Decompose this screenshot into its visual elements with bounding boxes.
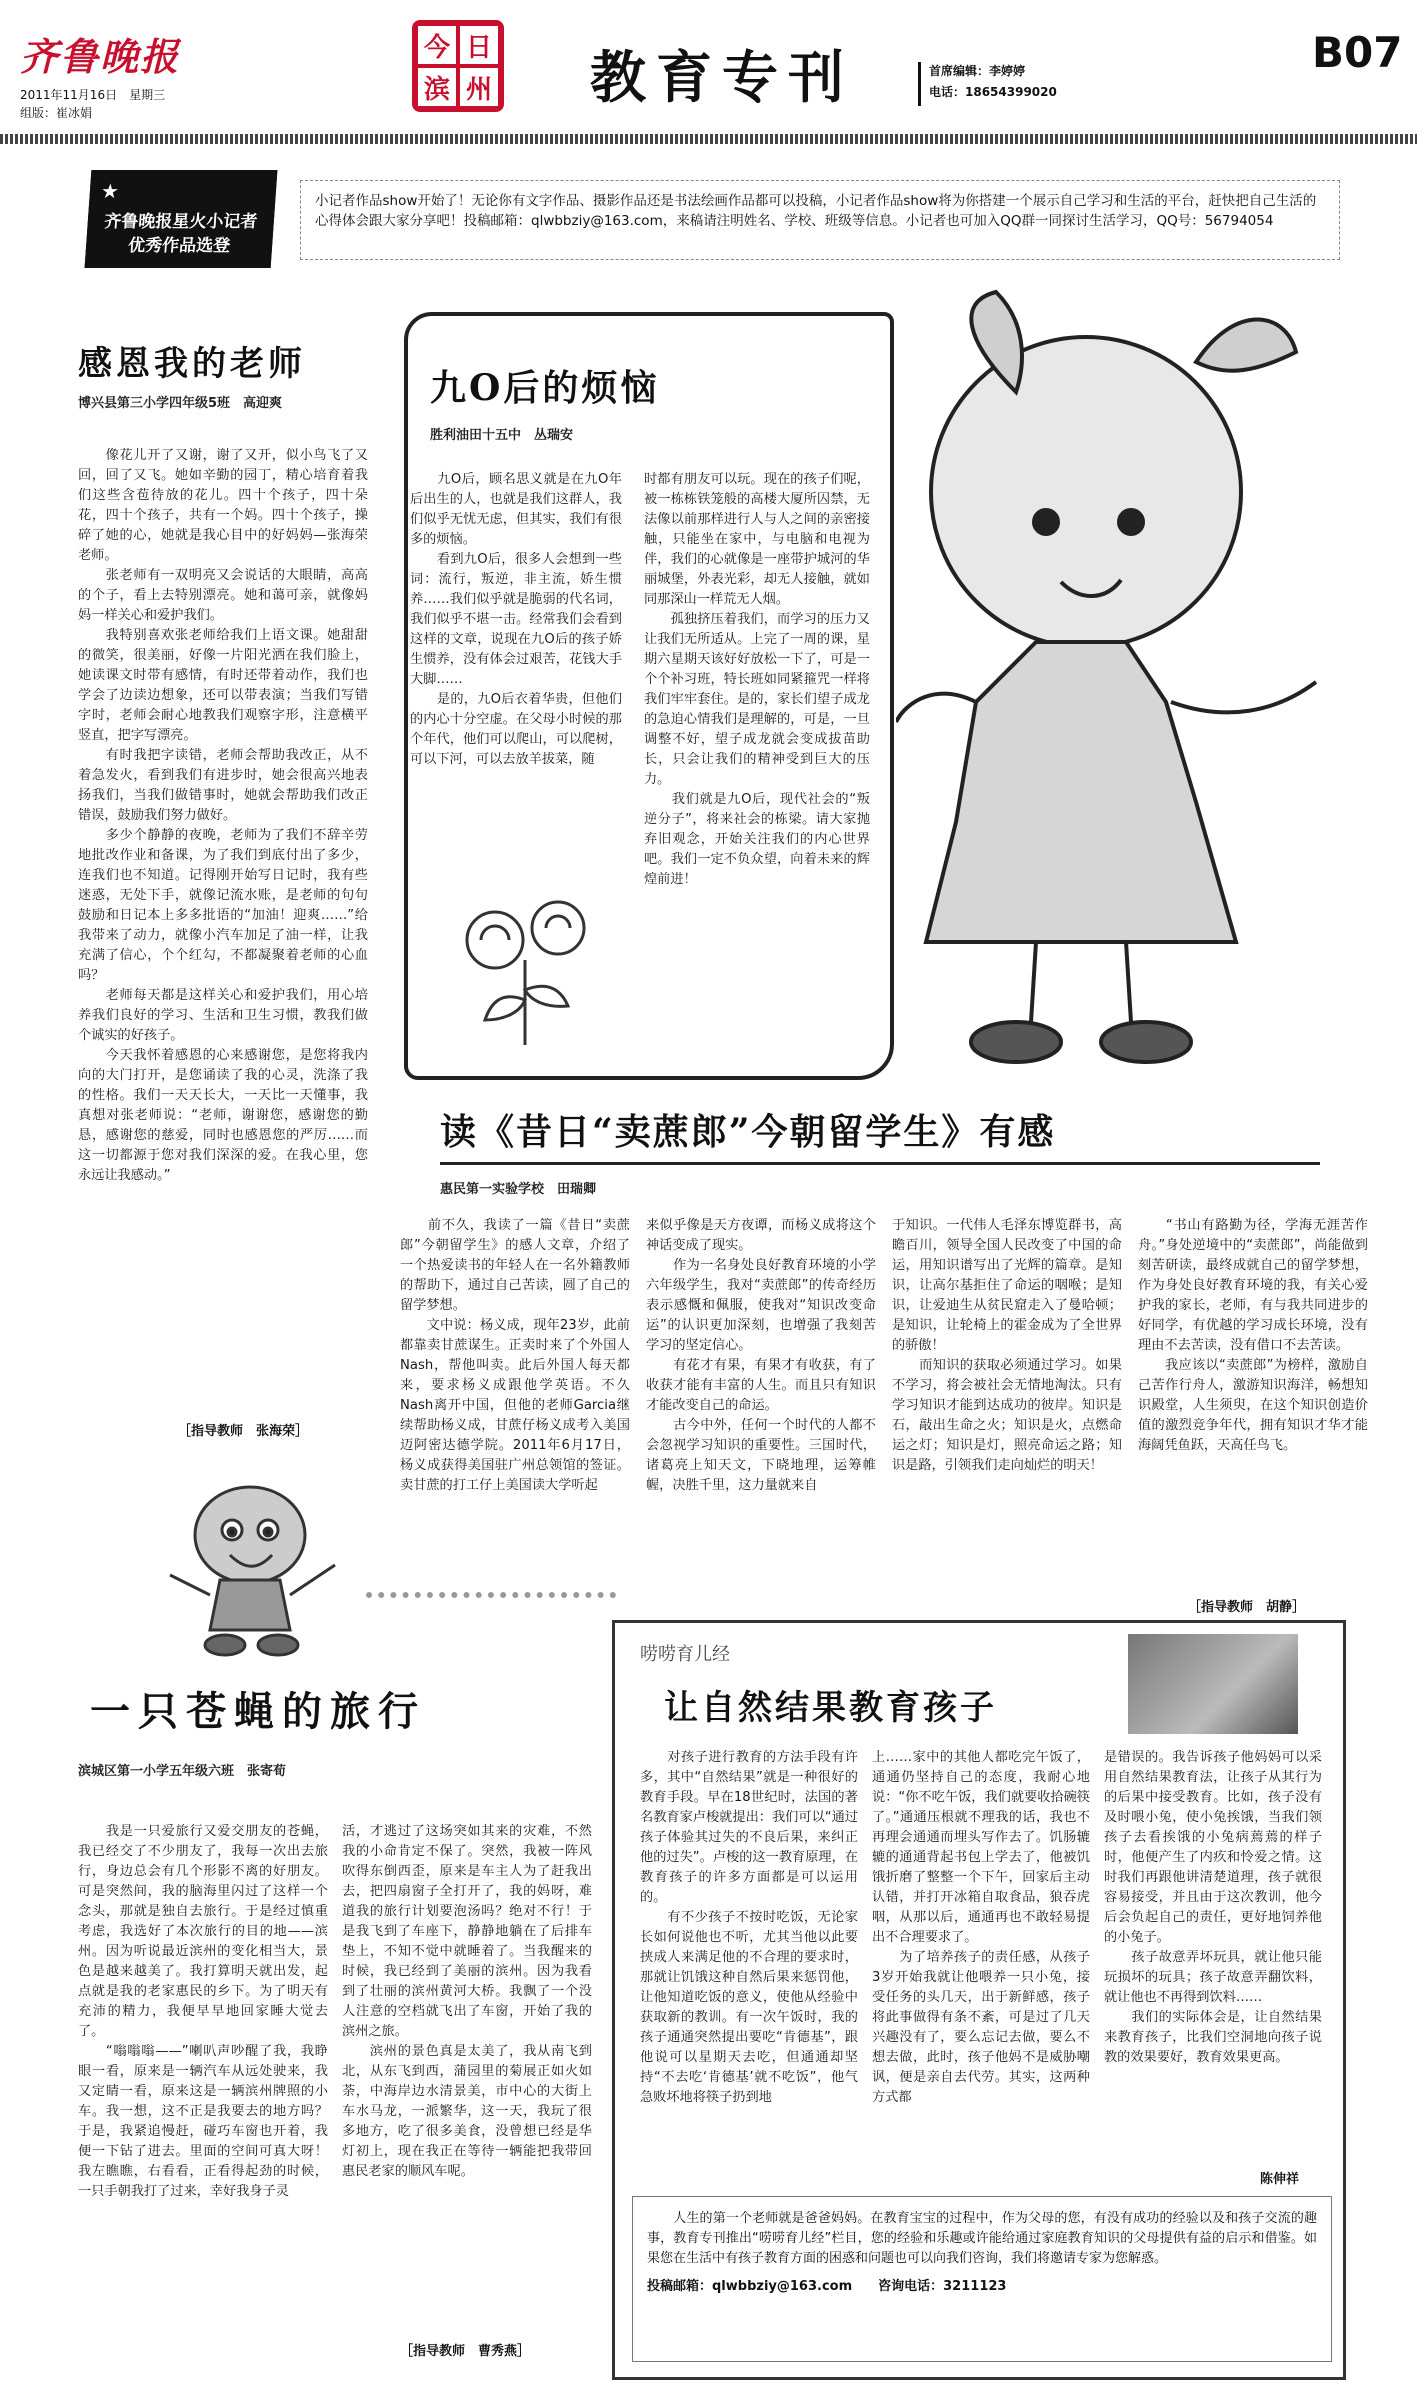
banner-line2: 优秀作品选登 xyxy=(127,236,231,256)
article2-byline: 胜利油田十五中 丛瑞安 xyxy=(430,428,574,443)
kid-illustration xyxy=(150,1465,350,1665)
article3-byline: 惠民第一实验学校 田瑞卿 xyxy=(440,1182,597,1197)
flower-doodle xyxy=(440,880,610,1050)
article4-title: 一只苍蝇的旅行 xyxy=(90,1688,426,1735)
article5-col2: 上……家中的其他人都吃完午饭了，通通仍坚持自己的态度，我耐心地说：“你不吃午饭，我们就要收拾碗筷了。”通通压根就不理我的话，我也不再理会通通而埋头写作去了。饥肠辘辘的通通背起书包上学去了，他被饥饿折磨了整整一个下午，回家后主动认错，并打开冰箱自取食品，狼吞虎咽，从那以后，通通再也不敢轻易提出不合理要求了。 为了培养孩子的责任感，从孩子3岁开始我就让他喂养一只小兔，接受任务的头几天，出于新鲜感，孩子将此事做得有条不紊，可是过了几天兴趣没有了，要么忘记去做，要么不想去做，此时，孩子他妈不是威胁嘲讽，便是亲自去代劳。其实，这两种方式都 xyxy=(872,1750,1090,2105)
article5-photo xyxy=(1128,1634,1298,1734)
article5-tag xyxy=(640,1640,730,1666)
seal-char: 州 xyxy=(458,66,500,108)
banner-badge xyxy=(85,170,278,268)
banner-notice-text: 小记者作品show开始了！无论你有文字作品、摄影作品还是书法绘画作品都可以投稿，小记者作品show将为你搭建一个展示自己学习和生活的平台，赶快把自己生活的心得体会跟大家分享吧！投稿邮箱：qlwbbziy@163.com，来稿请注明姓名、学校、班级等信息。小记者也可加入QQ群一同探讨生活学习，QQ号：56794054 xyxy=(315,193,1317,229)
article3-col2: 来似乎像是天方夜谭，而杨义成将这个神话变成了现实。 作为一名身处良好教育环境的小学六年级学生，我对“卖蔗郎”的传奇经历表示感慨和佩服，使我对“知识改变命运”的认识更加深刻，也增强了我刻苦学习的坚定信心。 有花才有果，有果才有收获，有了收获才能有丰富的人生。而且只有知识才能改变自己的命运。 古今中外，任何一个时代的人都不会忽视学习知识的重要性。三国时代，诸葛亮上知天文，下晓地理，运筹帷幄，决胜千里，这力量就来自 xyxy=(646,1218,876,1493)
article1-guide: ［指导教师 张海荣］ xyxy=(178,1424,309,1439)
article1-title: 感恩我的老师 xyxy=(78,344,306,384)
article1-body: 像花儿开了又谢，谢了又开，似小鸟飞了又回，回了又飞。她如辛勤的园丁，精心培育着我们这些含苞待放的花儿。四十个孩子，四十朵花，四十个孩子，共有一个妈。四十个孩子，操碎了她的心，她就是我心目中的好妈妈—张海荣老师。 张老师有一双明亮又会说话的大眼睛，高高的个子，看上去特别漂亮。她和蔼可亲，就像妈妈一样关心和爱护我们。 我特别喜欢张老师给我们上语文课。她甜甜的微笑，很美丽，好像一片阳光洒在我们脸上，她读课文时带有感情，有时还带着动作，我们也学会了边读边想象，还可以带表演；当我们写错字时，老师会耐心地教我们观察字形，注意横平竖直，把字写漂亮。 有时我把字读错，老师会帮助我改正，从不着急发火，看到我们有进步时，她会很高兴地表扬我们，当我们做错事时，她就会帮助我们改正错误，鼓励我们努力做好。 多少个静静的夜晚，老师为了我们不辞辛劳地批改作业和备课，为了我们到底付出了多少，连我们也不知道。记得刚开始写日记时，我有些迷惑，无处下手，就像记流水账，是老师的句句鼓励和日记本上多多批语的“加油！迎爽……”给我带来了动力，就像小汽车加足了油一样，让我充满了信心，个个红勾，不都凝聚着老师的心血吗？ 老师每天都是这样关心和爱护我们，用心培养我们良好的学习、生活和卫生习惯，教我们做个诚实的好孩子。 今天我怀着感恩的心来感谢您，是您将我内向的大门打开，是您诵读了我的心灵，洗涤了我的性格。我们一天天长大，一天比一天懂事，我真想对张老师说：“老师，谢谢您，感谢您的勤恳，感谢您的慈爱，同时也感恩您的严厉……而这一切都源于您对我们深深的爱。在我心里，您永远让我感动。” xyxy=(78,448,368,1183)
article5-email: 投稿邮箱：qlwbbziy@163.com 咨询电话：3211123 xyxy=(647,2279,1007,2294)
seal-char: 今 xyxy=(416,24,458,66)
article5-tag-text: 唠唠育儿经 xyxy=(640,1644,730,1665)
article4-byline: 滨城区第一小学五年级六班 张寄荀 xyxy=(78,1764,287,1779)
girl-illustration xyxy=(896,282,1366,1082)
article2-col1: 九O后，顾名思义就是在九O年后出生的人，也就是我们这群人，我们似乎无忧无虑，但其实，我们有很多的烦恼。 看到九O后，很多人会想到一些词：流行，叛逆，非主流，娇生惯养……我们似乎就是脆弱的代名词，我们似乎不堪一击。经常我们会看到这样的文章，说现在九O后的孩子娇生惯养，没有体会过艰苦，花钱大手大脚…… 是的，九O后衣着华贵，但他们的内心十分空虚。在父母小时候的那个年代，他们可以爬山，可以爬树，可以下河，可以去放羊拔菜，随 xyxy=(410,472,622,767)
dotted-divider xyxy=(366,1592,616,1606)
article3-col1: 前不久，我读了一篇《昔日“卖蔗郎”今朝留学生》的感人文章，介绍了一个热爱读书的年轻人在一名外籍教师的帮助下，通过自己苦读，圆了自己的留学梦想。 文中说：杨义成，现年23岁，此前都靠卖甘蔗谋生。正卖时来了个外国人Nash，帮他叫卖。此后外国人每天都来，要求杨义成跟他学英语。不久Nash离开中国，但他的老师Garcia继续帮助杨义成，甘蔗仔杨义成考入美国迈阿密达德学院。2011年6月17日，杨义成获得美国驻广州总领馆的签证。卖甘蔗的打工仔上美国读大学听起 xyxy=(400,1218,630,1493)
article3-title: 读《昔日“卖蔗郎”今朝留学生》有感 xyxy=(440,1111,1056,1153)
article2-title: 九O后的烦恼 xyxy=(430,367,660,409)
article5-title: 让自然结果教育孩子 xyxy=(664,1688,997,1728)
article1-byline: 博兴县第三小学四年级5班 高迎爽 xyxy=(78,396,283,411)
article3-guide: ［指导教师 胡静］ xyxy=(1188,1600,1306,1615)
article5-notice xyxy=(632,2196,1332,2362)
article4-guide: ［指导教师 曹秀燕］ xyxy=(400,2344,531,2359)
editor-box xyxy=(918,62,1119,106)
chief-editor: 首席编辑：李婷婷 xyxy=(929,64,1026,78)
banner-notice xyxy=(300,180,1340,260)
layout-editor: 组版：崔冰娟 xyxy=(20,106,93,120)
city-seal xyxy=(412,20,504,112)
editor-phone: 电话：18654399020 xyxy=(929,85,1057,99)
banner-line1: 齐鲁晚报星火小记者 xyxy=(103,212,258,232)
section-title: 教育专刊 xyxy=(590,45,854,111)
seal-char: 日 xyxy=(458,24,500,66)
issue-date: 2011年11月16日 星期三 xyxy=(20,88,166,102)
article5-author: 陈伸祥 xyxy=(1260,2172,1300,2187)
article3-col4: “书山有路勤为径，学海无涯苦作舟。”身处逆境中的“卖蔗郎”，尚能做到刻苦研读，最终成就自己的留学梦想，作为身处良好教育环境的我，有关心爱护我的家长，老师，有与我共同进步的好同学，有优越的学习成长环境，没有理由不去苦读，没有借口不去苦读。 我应该以“卖蔗郎”为榜样，激励自己苦作行舟人，激游知识海洋，畅想知识殿堂，人生须臾，在这个知识创造价值的激烈竞争年代，拥有知识才华才能海阔凭鱼跃，天高任鸟飞。 xyxy=(1138,1218,1368,1453)
paper-logo: 齐鲁晚报 xyxy=(20,34,181,79)
masthead-rule xyxy=(0,134,1417,144)
article5-col3: 是错误的。我告诉孩子他妈妈可以采用自然结果教育法，让孩子从其行为的后果中接受教育。比如，孩子没有及时喂小兔，使小兔挨饿，当我们领孩子去看挨饿的小兔病蔫蔫的样子时，他便产生了内疚和怜爱之情。这时我们再跟他讲清楚道理，孩子就很容易接受，并且由于这次教训，他今后会负起自己的责任，更好地饲养他的小兔子。 孩子故意弄坏玩具，就让他只能玩损坏的玩具；孩子故意弄翻饮料，就让他也不再得到饮料…… 我们的实际体会是，让自然结果来教育孩子，比我们空洞地向孩子说教的效果要好，教育效果更高。 xyxy=(1104,1750,1322,2065)
star-icon: ★ xyxy=(100,179,120,203)
masthead xyxy=(0,0,1417,120)
page-number: B07 xyxy=(1312,28,1403,77)
seal-char: 滨 xyxy=(416,66,458,108)
article3-col3: 于知识。一代伟人毛泽东博览群书，高瞻百川，领导全国人民改变了中国的命运，用知识谱写出了光辉的篇章。是知识，让高尔基拒住了命运的咽喉；是知识，让爱迪生从贫民窟走入了曼哈顿；是知识，让轮椅上的霍金成为了全世界的骄傲！ 而知识的获取必须通过学习。如果不学习，将会被社会无情地淘汰。只有学习知识才能到达成功的彼岸。知识是石，敲出生命之火；知识是火，点燃命运之灯；知识是灯，照亮命运之路；知识是路，引领我们走向灿烂的明天！ xyxy=(892,1218,1122,1473)
article4-col2: 活，才逃过了这场突如其来的灾难，不然我的小命肯定不保了。突然，我被一阵风吹得东倒西歪，原来是车主人为了赶我出去，把四扇窗子全打开了，我的妈呀，难道我的旅行计划要泡汤吗？绝对不行！于是我飞到了车座下，静静地躺在了后排车垫上，不知不觉中就睡着了。当我醒来的时候，我已经到了美丽的滨州。因为我看到了壮丽的滨州黄河大桥。我飘了一个没人注意的空档就飞出了车窗，开始了我的滨州之旅。 滨州的景色真是太美了，我从南飞到北，从东飞到西，蒲园里的菊展正如火如荼，中海岸边水清景美，市中心的大街上车水马龙，一派繁华，这一天，我玩了很多地方，吃了很多美食，没曾想已经是华灯初上，现在我正在等待一辆能把我带回惠民老家的顺风车呢。 xyxy=(342,1824,592,2179)
article5-notice-text: 人生的第一个老师就是爸爸妈妈。在教育宝宝的过程中，作为父母的您，有没有成功的经验以及和孩子交流的趣事，教育专刊推出“唠唠育儿经”栏目，您的经验和乐趣或许能给通过家庭教育知识的父母提供有益的启示和借鉴。如果您在生活中有孩子教育方面的困惑和问题也可以向我们咨询，我们将邀请专家为您解惑。 xyxy=(647,2211,1317,2266)
article3-rule xyxy=(440,1162,1320,1165)
article2-col2: 时都有朋友可以玩。现在的孩子们呢，被一栋栋铁笼般的高楼大厦所囚禁，无法像以前那样进行人与人之间的亲密接触，只能坐在家中，与电脑和电视为伴，我们的心就像是一座带护城河的华丽城堡，外表光彩，却无人接触，就如同那深山一样荒无人烟。 孤独挤压着我们，而学习的压力又让我们无所适从。上完了一周的课，星期六星期天该好好放松一下了，可是一个个补习班，特长班如同紧箍咒一样将我们牢牢套住。是的，家长们望子成龙的急迫心情我们是理解的，可是，一旦调整不好，望子成龙就会变成拔苗助长，只会让我们的精神受到巨大的压力。 我们就是九O后，现代社会的“叛逆分子”，将来社会的栋梁。请大家抛弃旧观念，开始关注我们的内心世界吧。我们一定不负众望，向着未来的辉煌前进！ xyxy=(644,472,870,887)
article5-col1: 对孩子进行教育的方法手段有许多，其中“自然结果”就是一种很好的教育手段。早在18世纪时，法国的著名教育家卢梭就提出：我们可以“通过孩子体验其过失的不良后果，来纠正他的过失”。卢梭的这一教育原理，在教育孩子的许多方面都是可以运用的。 有不少孩子不按时吃饭，无论家长如何说他也不听，尤其当他以此要挟成人来满足他的不合理的要求时，那就让饥饿这种自然后果来惩罚他，让他知道吃饭的意义，使他从经验中获取新的教训。有一次午饭时，我的孩子通通突然提出要吃“肯德基”，跟他说可以星期天去吃，但通通却坚持“不去吃‘肯德基’就不吃饭”，他气急败坏地将筷子扔到地 xyxy=(640,1750,858,2105)
article4-col1: 我是一只爱旅行又爱交朋友的苍蝇，我已经交了不少朋友了，我每一次出去旅行，身边总会有几个形影不离的好朋友。可是突然间，我的脑海里闪过了这样一个念头，那就是独自去旅行。于是经过慎重考虑，我选好了本次旅行的目的地——滨州。因为听说最近滨州的变化相当大，景色是越来越美了。我打算明天就出发，起点就是我的老家惠民的乡下。为了明天有充沛的精力，我便早早地回家睡大觉去了。 “嗡嗡嗡——”喇叭声吵醒了我，我睁眼一看，原来是一辆汽车从远处驶来，我又定睛一看，原来这是一辆滨州牌照的小车。我一想，这不正是我要去的地方吗？于是，我紧追慢赶，碰巧车窗也开着，我便一下钻了进去。里面的空间可真大呀！我左瞧瞧，右看看，正看得起劲的时候，一只手朝我打了过来，幸好我身子灵 xyxy=(78,1824,328,2199)
